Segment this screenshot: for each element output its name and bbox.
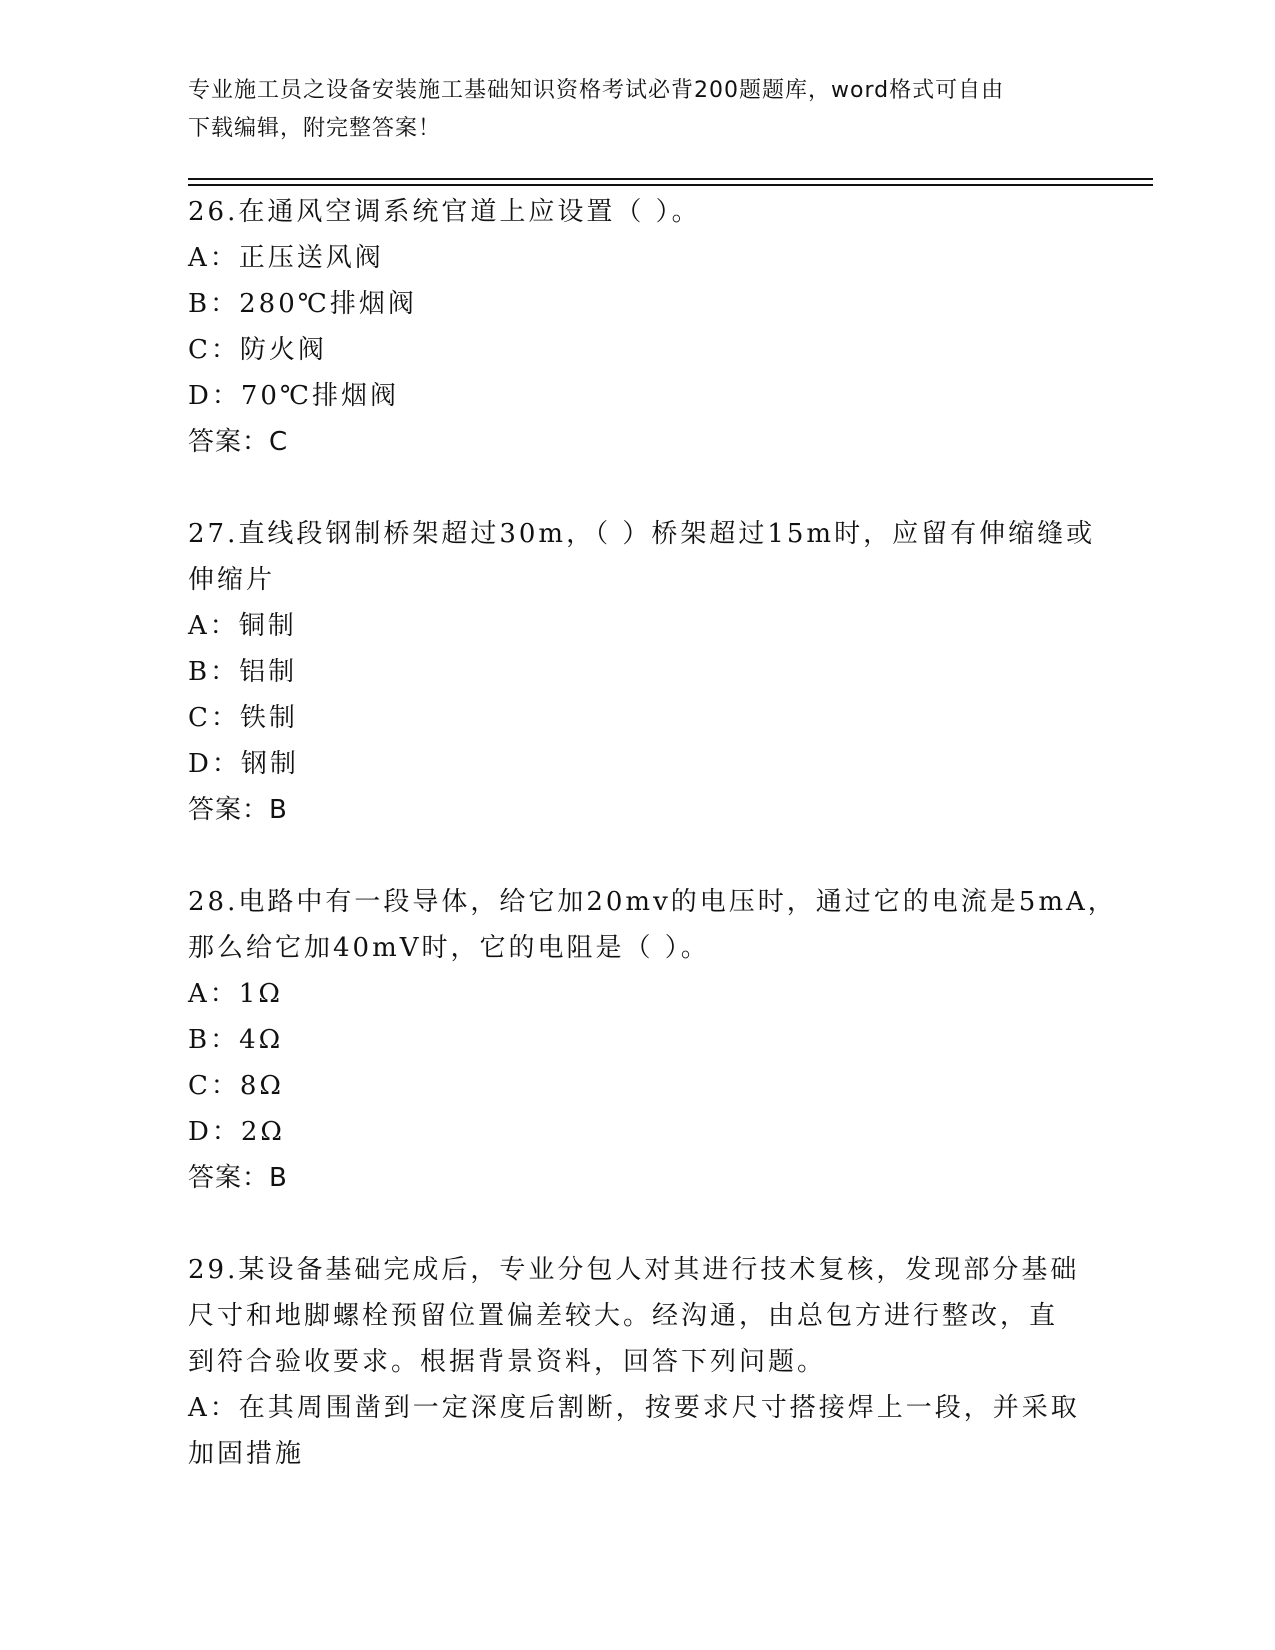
header-line-2: 下载编辑，附完整答案！ — [188, 116, 442, 141]
option-a: A：铜制 — [188, 611, 297, 641]
header-divider-top — [188, 178, 1153, 180]
option-a-continued: 加固措施 — [188, 1439, 305, 1469]
option-d: D：70℃排烟阀 — [188, 381, 400, 411]
question-29 — [188, 1247, 1088, 1477]
question-28 — [188, 879, 1117, 1201]
option-c: C：防火阀 — [188, 335, 327, 365]
option-b: B：4Ω — [188, 1025, 284, 1055]
document-header — [188, 72, 1068, 148]
option-d: D：2Ω — [188, 1117, 285, 1147]
answer: 答案：C — [188, 427, 289, 457]
question-text: 26.在通风空调系统官道上应设置（ ）。 — [188, 197, 701, 227]
option-b: B：280℃排烟阀 — [188, 289, 417, 319]
option-a: A：1Ω — [188, 979, 283, 1009]
answer: 答案：B — [188, 795, 288, 825]
answer: 答案：B — [188, 1163, 288, 1193]
question-text: 28.电路中有一段导体，给它加20mv的电压时，通过它的电流是5mA， — [188, 887, 1117, 917]
question-27 — [188, 511, 1096, 833]
option-c: C：铁制 — [188, 703, 298, 733]
question-text: 27.直线段钢制桥架超过30m，（ ）桥架超过15m时，应留有伸缩缝或 — [188, 519, 1096, 549]
header-divider-bottom — [188, 184, 1153, 186]
header-line-1: 专业施工员之设备安装施工基础知识资格考试必背200题题库，word格式可自由 — [188, 78, 1005, 103]
option-d: D：钢制 — [188, 749, 299, 779]
question-26 — [188, 189, 1088, 465]
question-text: 到符合验收要求。根据背景资料，回答下列问题。 — [188, 1347, 827, 1377]
question-list — [188, 189, 1117, 1477]
option-b: B：铝制 — [188, 657, 298, 687]
question-text: 尺寸和地脚螺栓预留位置偏差较大。经沟通，由总包方进行整改，直 — [188, 1301, 1059, 1331]
option-a: A：在其周围凿到一定深度后割断，按要求尺寸搭接焊上一段，并采取 — [188, 1393, 1080, 1423]
question-text: 伸缩片 — [188, 565, 276, 595]
option-c: C：8Ω — [188, 1071, 284, 1101]
question-text: 29.某设备基础完成后，专业分包人对其进行技术复核，发现部分基础 — [188, 1255, 1080, 1285]
question-text: 那么给它加40mV时，它的电阻是（ ）。 — [188, 933, 710, 963]
option-a: A：正压送风阀 — [188, 243, 384, 273]
